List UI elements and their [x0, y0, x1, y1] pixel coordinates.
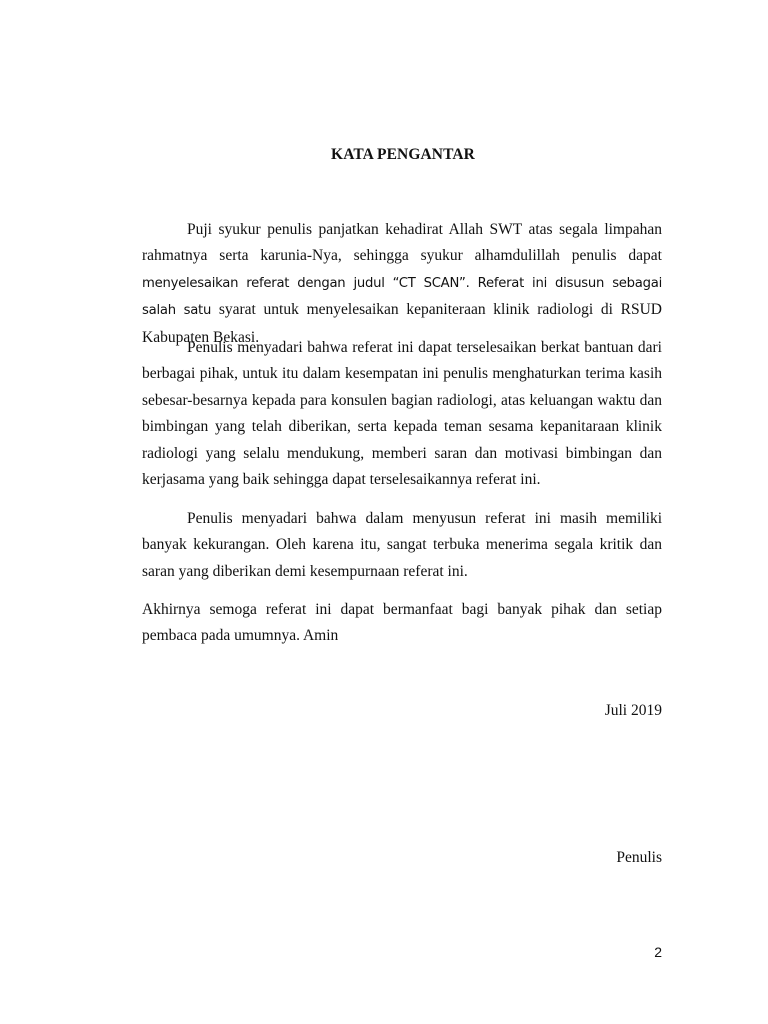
paragraph-1-text-b: menyelesaikan referat dengan judul “CT SCAN”. Referat ini disusun sebagai salah satu — [142, 275, 662, 319]
paragraph-3 — [142, 506, 662, 585]
paragraph-2-text: Penulis menyadari bahwa referat ini dapat terselesaikan berkat bantuan dari berbagai pihak, untuk itu dalam kesempatan ini penulis menghaturkan terima kasih sebesar-besarnya kepada para konsulen bagian radiologi, atas keluangan waktu dan bimbingan yang telah diberikan, serta kepada teman sesama kepanitaraan klinik radiologi yang selalu mendukung, memberi saran dan motivasi bimbingan dan kerjasama yang baik sehingga dapat terselesaikannya referat ini. — [142, 339, 662, 489]
date-line: Juli 2019 — [604, 702, 662, 719]
paragraph-1 — [142, 217, 662, 351]
paragraph-1-text-a: Puji syukur penulis panjatkan kehadirat Allah SWT atas segala limpahan rahmatnya serta karunia-Nya, sehingga syukur alhamdulillah penulis dapat — [142, 221, 662, 265]
page-number: 2 — [654, 944, 662, 960]
paragraph-3-text: Penulis menyadari bahwa dalam menyusun referat ini masih memiliki banyak kekurangan. Oleh karena itu, sangat terbuka menerima segala kritik dan saran yang diberikan demi kesempurnaan referat ini. — [142, 510, 662, 580]
paragraph-4 — [142, 597, 662, 650]
paragraph-4-text: Akhirnya semoga referat ini dapat bermanfaat bagi banyak pihak dan setiap pembaca pada umumnya. Amin — [142, 601, 662, 645]
author-signature: Penulis — [616, 849, 662, 866]
paragraph-1-text-c: syarat untuk menyelesaikan kepaniteraan klinik radiologi di RSUD Kabupaten Bekasi. — [142, 301, 662, 346]
page-title: KATA PENGANTAR — [331, 146, 475, 163]
paragraph-2 — [142, 335, 662, 493]
